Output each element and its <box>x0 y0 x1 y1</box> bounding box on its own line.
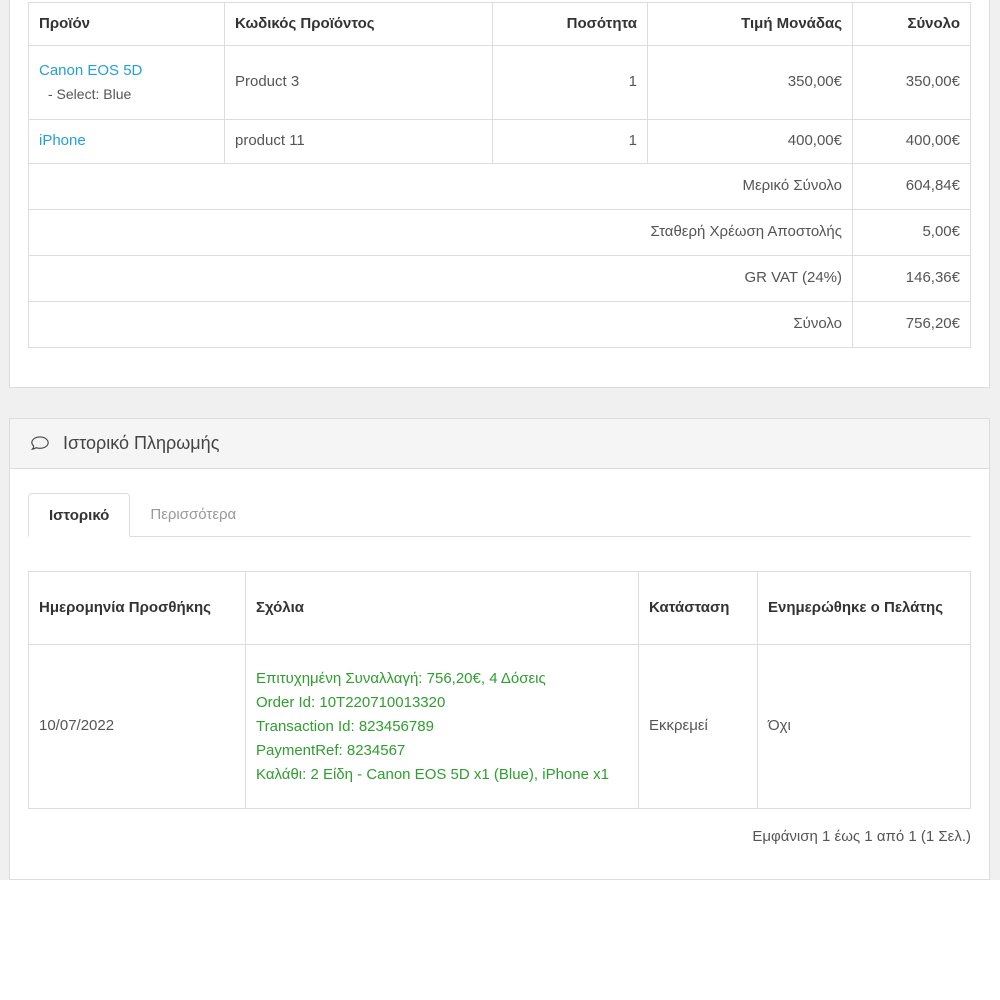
total-label: Σύνολο <box>29 302 853 348</box>
history-tabs <box>28 493 971 537</box>
column-header-total: Σύνολο <box>853 3 971 46</box>
total-value: 146,36€ <box>853 256 971 302</box>
quantity-cell: 1 <box>493 120 648 164</box>
quantity-cell: 1 <box>493 46 648 120</box>
product-cell <box>29 46 225 120</box>
column-header-status: Κατάσταση <box>639 572 758 645</box>
comment-icon <box>30 434 50 453</box>
comment-line: Καλάθι: 2 Είδη - Canon EOS 5D x1 (Blue), iPhone x1 <box>256 765 609 783</box>
total-cell: 350,00€ <box>853 46 971 120</box>
date-added-cell: 10/07/2022 <box>29 645 246 809</box>
product-cell <box>29 120 225 164</box>
total-label: Σταθερή Χρέωση Αποστολής <box>29 210 853 256</box>
total-value: 5,00€ <box>853 210 971 256</box>
customer-notified-cell: Όχι <box>758 645 971 809</box>
total-label: GR VAT (24%) <box>29 256 853 302</box>
model-cell: product 11 <box>225 120 493 164</box>
product-link-canon-eos-5d[interactable]: Canon EOS 5D <box>39 61 143 79</box>
comment-line: Επιτυχημένη Συναλλαγή: 756,20€, 4 Δόσεις <box>256 669 546 687</box>
product-option: - Select: Blue <box>48 86 132 103</box>
payment-history-body <box>10 469 989 845</box>
total-row-subtotal <box>29 164 971 210</box>
column-header-comment: Σχόλια <box>246 572 639 645</box>
order-products-table <box>28 2 971 348</box>
unit-price-cell: 350,00€ <box>648 46 853 120</box>
product-link-iphone[interactable]: iPhone <box>39 132 86 150</box>
column-header-model: Κωδικός Προϊόντος <box>225 3 493 46</box>
order-table-header-row <box>29 3 971 46</box>
total-label: Μερικό Σύνολο <box>29 164 853 210</box>
total-value: 604,84€ <box>853 164 971 210</box>
tab-history[interactable]: Ιστορικό <box>28 493 130 537</box>
panel-spacer <box>9 388 990 418</box>
unit-price-cell: 400,00€ <box>648 120 853 164</box>
payment-history-heading <box>10 419 989 469</box>
comment-line: Transaction Id: 823456789 <box>256 717 434 735</box>
column-header-notified: Ενημερώθηκε ο Πελάτης <box>758 572 971 645</box>
history-table <box>28 571 971 809</box>
column-header-unit-price: Τιμή Μονάδας <box>648 3 853 46</box>
comment-line: Order Id: 10T220710013320 <box>256 693 446 711</box>
column-header-date-added: Ημερομηνία Προσθήκης <box>29 572 246 645</box>
table-row <box>29 46 971 120</box>
total-cell: 400,00€ <box>853 120 971 164</box>
total-value: 756,20€ <box>853 302 971 348</box>
table-row <box>29 120 971 164</box>
comment-line: PaymentRef: 8234567 <box>256 741 406 759</box>
comment-cell <box>246 645 639 809</box>
payment-history-panel <box>9 418 990 880</box>
model-cell: Product 3 <box>225 46 493 120</box>
table-row <box>29 645 971 809</box>
pagination-status: Εμφάνιση 1 έως 1 από 1 (1 Σελ.) <box>752 828 971 845</box>
total-row-vat <box>29 256 971 302</box>
panel-title: Ιστορικό Πληρωμής <box>63 433 220 453</box>
status-cell: Εκκρεμεί <box>639 645 758 809</box>
total-row-grand-total <box>29 302 971 348</box>
total-row-shipping <box>29 210 971 256</box>
tab-more[interactable]: Περισσότερα <box>150 506 237 523</box>
order-products-panel <box>9 0 990 388</box>
column-header-product: Προϊόν <box>29 3 225 46</box>
history-table-header-row <box>29 572 971 645</box>
column-header-quantity: Ποσότητα <box>493 3 648 46</box>
